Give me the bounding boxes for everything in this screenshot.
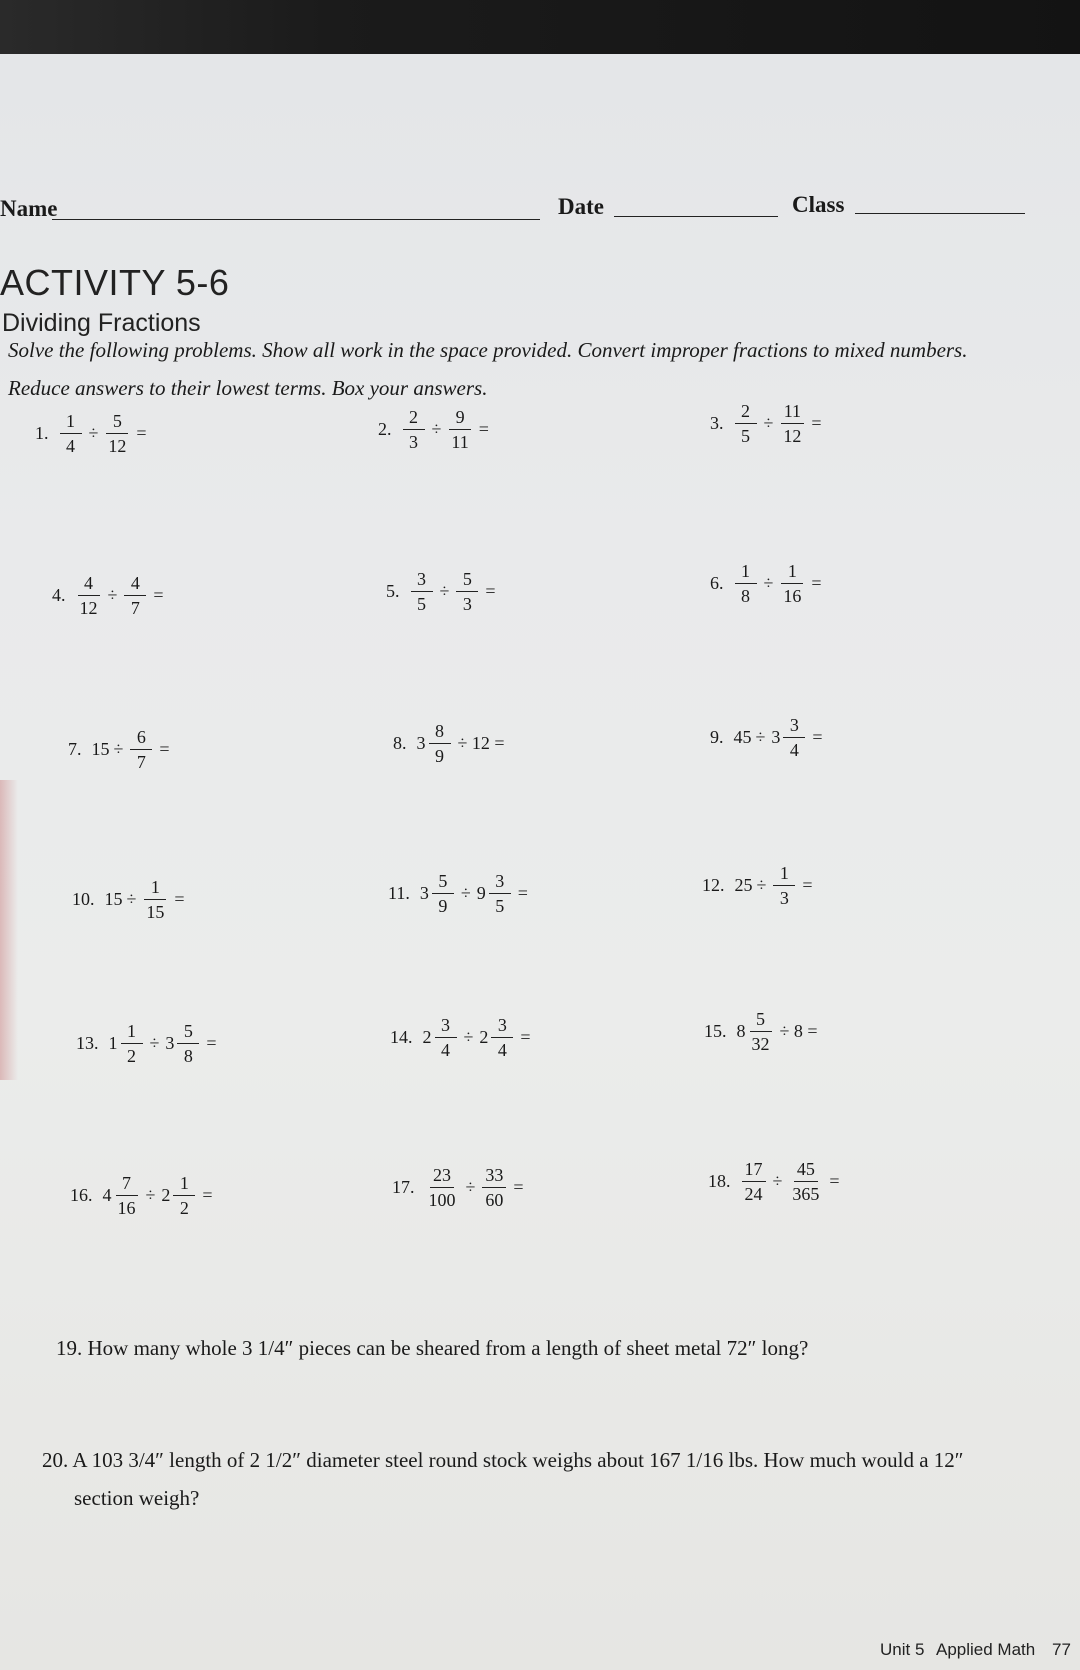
instructions-line-1: Solve the following problems. Show all work in the space provided. Convert improper fractions to mixed numbers. (8, 338, 968, 362)
problem-number: 11. (388, 883, 410, 903)
fraction (177, 1022, 199, 1065)
operator: ÷ (431, 419, 442, 439)
numerator: 3 (435, 1016, 457, 1038)
denominator: 12 (108, 436, 127, 456)
operator: ÷ (113, 739, 124, 759)
problem-number: 18. (708, 1171, 731, 1191)
operator: ÷ (756, 875, 767, 895)
fraction (489, 872, 511, 915)
problem-number: 16. (70, 1185, 93, 1205)
problem-number: 8. (393, 733, 407, 753)
fraction (735, 402, 757, 445)
denominator: 3 (779, 888, 789, 908)
operator: = (517, 883, 528, 903)
fraction (783, 716, 805, 759)
whole-number: 15 (104, 889, 123, 909)
operator: ÷ (465, 1177, 476, 1197)
background-dark-top (0, 0, 1080, 62)
whole-number: 3 (419, 883, 429, 903)
numerator: 1 (60, 412, 82, 434)
fraction (105, 412, 129, 455)
operator: = (202, 1185, 213, 1205)
whole-number: 45 (733, 727, 752, 747)
operator: = (206, 1033, 217, 1053)
numerator: 5 (750, 1010, 772, 1032)
footer-course: Applied Math (936, 1640, 1036, 1659)
problem-number: 1. (35, 423, 49, 443)
operator: ÷ (763, 413, 774, 433)
problem-10 (72, 878, 189, 921)
denominator: 4 (441, 1040, 450, 1060)
problem-number: 10. (72, 889, 95, 909)
fraction (789, 1160, 822, 1203)
numerator: 6 (130, 728, 152, 750)
denominator: 4 (497, 1040, 507, 1060)
denominator: 15 (146, 902, 165, 922)
operator: ÷ (463, 1027, 474, 1047)
fraction (60, 412, 82, 455)
numerator: 5 (456, 570, 478, 592)
denominator: 32 (751, 1034, 770, 1054)
operator: ÷ (88, 423, 99, 443)
operator: = (136, 423, 147, 443)
numerator: 3 (491, 1016, 513, 1038)
operator: = (153, 585, 164, 605)
problem-number: 5. (386, 581, 400, 601)
fraction (735, 562, 757, 605)
fraction (173, 1174, 195, 1217)
problem-16 (70, 1174, 217, 1217)
numerator: 5 (432, 872, 454, 894)
numerator: 1 (735, 562, 757, 584)
whole-number: 2 (422, 1027, 432, 1047)
operator: = (811, 413, 822, 433)
problem-11 (388, 872, 532, 915)
numerator: 8 (429, 722, 451, 744)
problem-3 (710, 402, 826, 445)
denominator: 2 (179, 1198, 189, 1218)
numerator: 1 (121, 1022, 143, 1044)
operator: = (485, 581, 496, 601)
numerator: 1 (781, 562, 803, 584)
whole-number: 4 (102, 1185, 112, 1205)
name-label: Name (0, 196, 58, 221)
problem-number: 17. (392, 1177, 415, 1197)
word-problem-20-line-1: 20. A 103 3/4″ length of 2 1/2″ diameter steel round stock weighs about 167 1/16 lbs. How much would a 12″ (42, 1448, 964, 1472)
problem-number: 14. (390, 1027, 413, 1047)
problem-number: 3. (710, 413, 724, 433)
fraction (77, 574, 101, 617)
fraction (121, 1022, 143, 1065)
operator: = (811, 573, 822, 593)
operator: ÷ (755, 727, 766, 747)
denominator: 5 (741, 426, 750, 446)
fraction (403, 408, 425, 451)
fraction (124, 574, 146, 617)
denominator: 16 (783, 586, 802, 606)
operator: = (478, 419, 489, 439)
whole-number: 3 (165, 1033, 175, 1053)
problem-9 (710, 716, 827, 759)
problem-number: 6. (710, 573, 724, 593)
fraction (448, 408, 471, 451)
fraction (780, 402, 804, 445)
numerator: 1 (144, 878, 166, 900)
problem-number: 2. (378, 419, 392, 439)
problem-number: 4. (52, 585, 66, 605)
denominator: 3 (462, 594, 472, 614)
instructions-line-2: Reduce answers to their lowest terms. Box your answers. (8, 376, 488, 400)
problem-1 (35, 412, 151, 455)
operator: = (159, 739, 170, 759)
operator: = (513, 1177, 524, 1197)
operator: = (829, 1171, 840, 1191)
numerator: 5 (177, 1022, 199, 1044)
denominator: 5 (495, 896, 505, 916)
problem-14 (390, 1016, 535, 1059)
numerator: 33 (482, 1166, 506, 1188)
denominator: 16 (117, 1198, 136, 1218)
numerator: 2 (403, 408, 425, 430)
denominator: 365 (792, 1184, 820, 1204)
fraction (143, 878, 167, 921)
denominator: 4 (789, 740, 799, 760)
numerator: 9 (449, 408, 471, 430)
problem-number: 12. (702, 875, 725, 895)
denominator: 7 (136, 752, 146, 772)
operator: = (802, 875, 813, 895)
denominator: 60 (485, 1190, 504, 1210)
denominator: 11 (451, 432, 469, 452)
fraction (749, 1010, 773, 1053)
problem-number: 7. (68, 739, 82, 759)
numerator: 1 (173, 1174, 195, 1196)
problem-13 (76, 1022, 221, 1065)
fraction (435, 1016, 457, 1059)
denominator: 9 (435, 746, 444, 766)
denominator: 12 (783, 426, 802, 446)
operator: ÷ (439, 581, 450, 601)
operator: ÷ (460, 883, 471, 903)
whole-number: 2 (479, 1027, 489, 1047)
operator: ÷ (107, 585, 118, 605)
numerator: 17 (742, 1160, 766, 1182)
fraction (115, 1174, 139, 1217)
fraction (130, 728, 152, 771)
problem-number: 9. (710, 727, 724, 747)
numerator: 7 (116, 1174, 138, 1196)
date-line (614, 216, 778, 217)
fraction (432, 872, 454, 915)
operator: = (812, 727, 823, 747)
fraction (780, 562, 804, 605)
class-line (855, 213, 1025, 214)
numerator: 3 (489, 872, 511, 894)
activity-title: ACTIVITY 5-6 (0, 262, 230, 303)
denominator: 2 (127, 1046, 136, 1066)
name-line (52, 219, 540, 220)
denominator: 5 (417, 594, 426, 614)
denominator: 4 (66, 436, 75, 456)
word-problem-19: 19. How many whole 3 1/4″ pieces can be sheared from a length of sheet metal 72″ long? (56, 1336, 809, 1360)
denominator: 3 (409, 432, 418, 452)
operator: = (174, 889, 185, 909)
denominator: 9 (438, 896, 448, 916)
fraction (429, 722, 451, 765)
activity-subtitle: Dividing Fractions (2, 309, 201, 337)
numerator: 45 (794, 1160, 818, 1182)
problem-number: 13. (76, 1033, 99, 1053)
fraction (456, 570, 478, 613)
whole-number: 2 (161, 1185, 171, 1205)
footer-page-number: 77 (1052, 1640, 1071, 1659)
problem-18 (708, 1160, 844, 1203)
numerator: 23 (430, 1166, 454, 1188)
numerator: 1 (773, 864, 795, 886)
whole-number: 15 (91, 739, 110, 759)
word-problem-20-line-2: section weigh? (74, 1486, 200, 1510)
numerator: 4 (124, 574, 146, 596)
whole-number: 9 (476, 883, 486, 903)
operator: ÷ (763, 573, 774, 593)
whole-number: 3 (771, 727, 781, 747)
fraction (482, 1166, 506, 1209)
operator: ÷ 12 = (457, 733, 505, 753)
denominator: 12 (79, 598, 98, 618)
fraction (426, 1166, 459, 1209)
finger-shadow (0, 780, 18, 1080)
denominator: 7 (130, 598, 140, 618)
operator: ÷ 8 = (779, 1021, 818, 1041)
numerator: 11 (781, 402, 804, 424)
date-label: Date (558, 194, 604, 219)
whole-number: 25 (734, 875, 753, 895)
operator: ÷ (149, 1033, 160, 1053)
numerator: 2 (735, 402, 757, 424)
problem-6 (710, 562, 826, 605)
problem-2 (378, 408, 493, 451)
fraction (742, 1160, 766, 1203)
numerator: 4 (78, 574, 100, 596)
whole-number: 1 (108, 1033, 118, 1053)
class-label: Class (792, 192, 845, 217)
operator: = (520, 1027, 531, 1047)
problem-17 (392, 1166, 528, 1209)
denominator: 24 (744, 1184, 763, 1204)
numerator: 5 (106, 412, 128, 434)
problem-4 (52, 574, 168, 617)
whole-number: 8 (736, 1021, 746, 1041)
problem-number: 15. (704, 1021, 727, 1041)
fraction (411, 570, 433, 613)
problem-15 (704, 1010, 822, 1053)
fraction (491, 1016, 513, 1059)
whole-number: 3 (416, 733, 426, 753)
operator: ÷ (772, 1171, 783, 1191)
numerator: 3 (783, 716, 805, 738)
operator: ÷ (145, 1185, 156, 1205)
denominator: 8 (741, 586, 750, 606)
denominator: 8 (183, 1046, 193, 1066)
numerator: 3 (411, 570, 433, 592)
problem-8 (393, 722, 509, 765)
denominator: 100 (428, 1190, 456, 1210)
problem-12 (702, 864, 817, 907)
problem-5 (386, 570, 500, 613)
footer-unit: Unit 5 (880, 1640, 925, 1659)
operator: ÷ (126, 889, 137, 909)
problem-7 (68, 728, 174, 771)
fraction (773, 864, 795, 907)
